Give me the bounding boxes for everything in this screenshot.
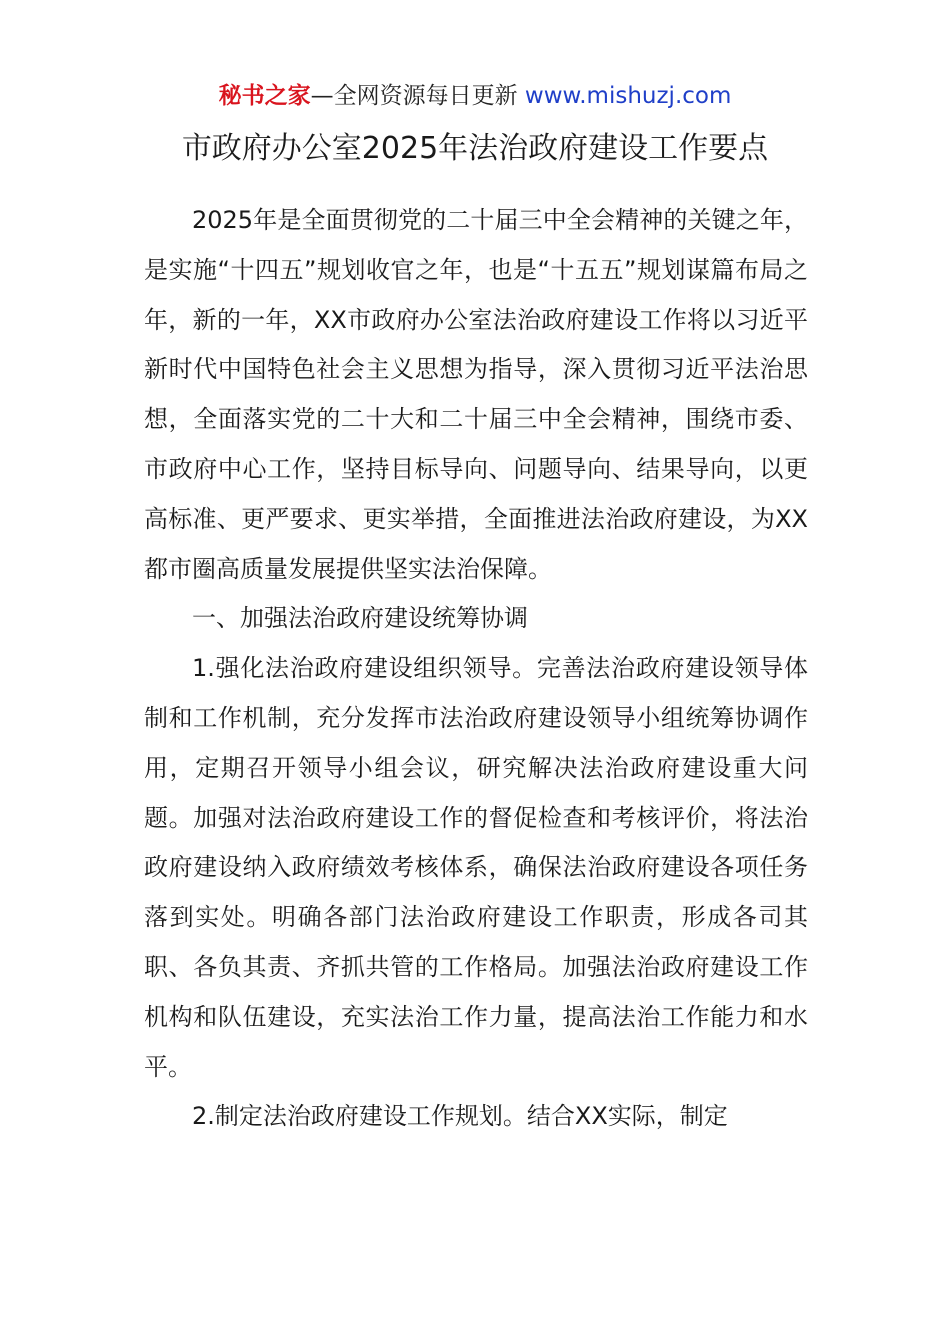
document-title: 市政府办公室2025年法治政府建设工作要点 (181, 131, 769, 166)
site-url-link[interactable]: www.mishuzj.com (524, 83, 732, 109)
paragraph-item-1: 1.强化法治政府建设组织领导。完善法治政府建设领导体制和工作机制，充分发挥市法治政府建设领导小组统筹协调作用，定期召开领导小组会议，研究解决法治政府建设重大问题。加强对法治政府建设工作的督促检查和考核评价，将法治政府建设纳入政府绩效考核体系，确保法治政府建设各项任务落到实处。明确各部门法治政府建设工作职责，形成各司其职、各负其责、齐抓共管的工作格局。加强法治政府建设工作机构和队伍建设，充实法治工作力量，提高法治工作能力和水平。 (144, 654, 808, 1081)
paragraph-intro: 2025年是全面贯彻党的二十届三中全会精神的关键之年，是实施“十四五”规划收官之年，也是“十五五”规划谋篇布局之年，新的一年，XX市政府办公室法治政府建设工作将以习近平新时代中国特色社会主义思想为指导，深入贯彻习近平法治思想，全面落实党的二十大和二十届三中全会精神，围绕市委、市政府中心工作，坚持目标导向、问题导向、结果导向，以更高标准、更严要求、更实举措，全面推进法治政府建设，为XX都市圈高质量发展提供坚实法治保障。 (144, 206, 808, 583)
paragraph-item-2: 2.制定法治政府建设工作规划。结合XX实际，制定 (192, 1102, 728, 1131)
site-tagline: —全网资源每日更新 (310, 83, 525, 109)
document-body (144, 196, 808, 1142)
section-heading-1: 一、加强法治政府建设统筹协调 (192, 604, 528, 633)
site-header (0, 80, 950, 112)
brand-name: 秘书之家 (218, 83, 311, 109)
